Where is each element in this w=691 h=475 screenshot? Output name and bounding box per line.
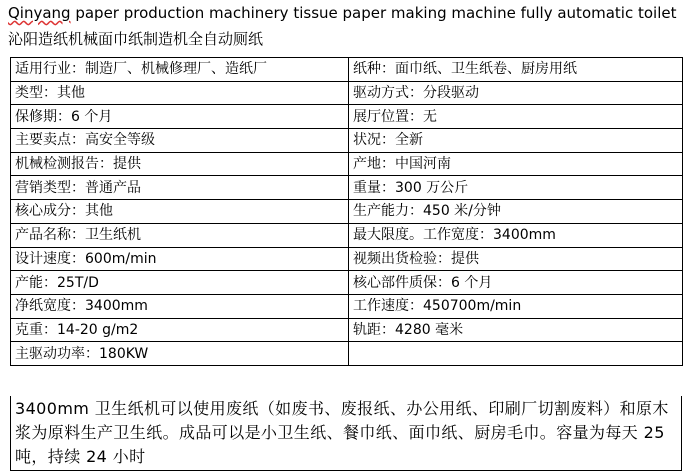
- spec-row: [11, 318, 683, 342]
- spec-row: [11, 81, 683, 105]
- spec-cell-right: 工作速度：450700m/min: [349, 294, 683, 318]
- spec-cell-right: 重量：300 万公斤: [349, 176, 683, 200]
- spec-cell-right: 轨距：4280 毫米: [349, 318, 683, 342]
- title-rest: paper production machinery tissue paper making machine fully automatic toilet: [70, 4, 677, 22]
- spec-row: [11, 129, 683, 153]
- spec-cell-left: 主驱动功率：180KW: [11, 342, 349, 366]
- spec-cell-left: 产能：25T/D: [11, 271, 349, 295]
- spec-row: [11, 223, 683, 247]
- spec-table: [10, 57, 683, 366]
- spec-cell-left: 适用行业：制造厂、机械修理厂、造纸厂: [11, 58, 349, 82]
- spec-cell-right: 最大限度。工作宽度：3400mm: [349, 223, 683, 247]
- title-english: [8, 4, 688, 22]
- spec-cell-left: 营销类型：普通产品: [11, 176, 349, 200]
- spec-cell-right: 展厅位置：无: [349, 105, 683, 129]
- spec-cell-right: 产地：中国河南: [349, 152, 683, 176]
- spec-cell-left: 净纸宽度：3400mm: [11, 294, 349, 318]
- spec-row: [11, 342, 683, 366]
- title-first-word: Qinyang: [8, 4, 71, 22]
- spec-table-body: [11, 58, 683, 366]
- spec-cell-right: 核心部件质保：6 个月: [349, 271, 683, 295]
- spec-cell-left: 类型：其他: [11, 81, 349, 105]
- description-text: 3400mm 卫生纸机可以使用废纸（如废书、废报纸、办公用纸、印刷厂切割废料）和原木浆为原料生产卫生纸。成品可以是小卫生纸、餐巾纸、面巾纸、厨房毛巾。容量为每天 25 吨，持续 24 小时: [10, 396, 682, 471]
- spec-row: [11, 152, 683, 176]
- spec-row: [11, 271, 683, 295]
- spec-cell-right: 视频出货检验：提供: [349, 247, 683, 271]
- spec-cell-left: 主要卖点：高安全等级: [11, 129, 349, 153]
- spec-cell-left: 机械检测报告：提供: [11, 152, 349, 176]
- spec-cell-left: 核心成分：其他: [11, 200, 349, 224]
- spec-row: [11, 58, 683, 82]
- title-chinese: 沁阳造纸机械面巾纸制造机全自动厕纸: [8, 30, 264, 48]
- spec-cell-right: 状况：全新: [349, 129, 683, 153]
- spec-row: [11, 176, 683, 200]
- spec-cell-left: 设计速度：600m/min: [11, 247, 349, 271]
- spec-cell-right: [349, 342, 683, 366]
- spec-row: [11, 105, 683, 129]
- spec-cell-right: 生产能力：450 米/分钟: [349, 200, 683, 224]
- spec-row: [11, 200, 683, 224]
- spec-cell-right: 驱动方式：分段驱动: [349, 81, 683, 105]
- spec-cell-left: 保修期：6 个月: [11, 105, 349, 129]
- spec-row: [11, 294, 683, 318]
- spec-cell-left: 产品名称：卫生纸机: [11, 223, 349, 247]
- spec-row: [11, 247, 683, 271]
- spec-cell-left: 克重：14-20 g/m2: [11, 318, 349, 342]
- spec-cell-right: 纸种：面巾纸、卫生纸卷、厨房用纸: [349, 58, 683, 82]
